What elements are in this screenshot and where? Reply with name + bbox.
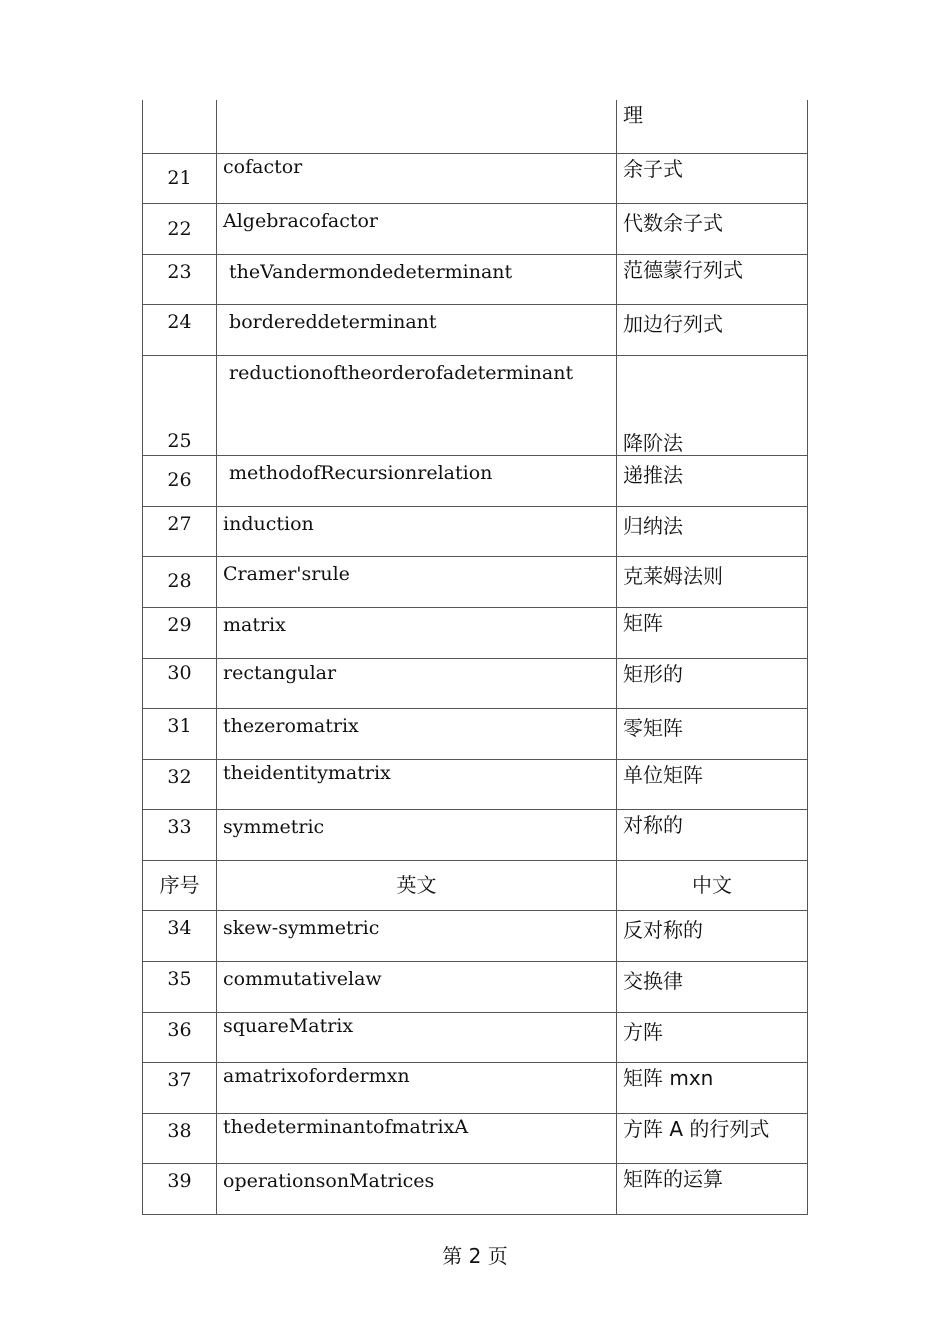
- english-term-cell: Cramer'srule: [217, 556, 617, 607]
- table-row-continued: [143, 100, 808, 153]
- header-english: 英文: [217, 860, 617, 910]
- row-number-cell: 35: [143, 961, 217, 1012]
- row-number-cell: 34: [143, 910, 217, 961]
- english-term-cell: rectangular: [217, 658, 617, 708]
- table-row: [143, 1062, 808, 1113]
- english-term-cell: Algebracofactor: [217, 203, 617, 254]
- chinese-term-cell: 理: [617, 100, 808, 153]
- row-number-cell: 36: [143, 1012, 217, 1062]
- english-term-cell: [217, 100, 617, 153]
- english-term-cell: squareMatrix: [217, 1012, 617, 1062]
- chinese-term-cell: 矩阵 mxn: [617, 1062, 808, 1113]
- row-number-cell: 38: [143, 1113, 217, 1163]
- chinese-term-cell: 方阵 A 的行列式: [617, 1113, 808, 1163]
- row-number-cell: 27: [143, 506, 217, 556]
- row-number-cell: 37: [143, 1062, 217, 1113]
- table-row: [143, 910, 808, 961]
- english-term-cell: matrix: [217, 607, 617, 658]
- row-number-cell: 25: [143, 355, 217, 455]
- chinese-term-cell: 零矩阵: [617, 708, 808, 759]
- english-term-cell: methodofRecursionrelation: [217, 455, 617, 506]
- chinese-term-cell: 矩阵: [617, 607, 808, 658]
- english-term-cell: commutativelaw: [217, 961, 617, 1012]
- chinese-term-cell: 加边行列式: [617, 304, 808, 355]
- table-row: [143, 506, 808, 556]
- english-term-cell: amatrixofordermxn: [217, 1062, 617, 1113]
- table-row: [143, 556, 808, 607]
- chinese-term-cell: 范德蒙行列式: [617, 254, 808, 304]
- chinese-term-cell: 归纳法: [617, 506, 808, 556]
- english-term-cell: symmetric: [217, 809, 617, 860]
- table-row: [143, 708, 808, 759]
- table-row: [143, 1113, 808, 1163]
- table-row: [143, 355, 808, 455]
- table-row: [143, 304, 808, 355]
- row-number-cell: 30: [143, 658, 217, 708]
- row-number-cell: 29: [143, 607, 217, 658]
- table-row: [143, 153, 808, 203]
- row-number-cell: 23: [143, 254, 217, 304]
- english-term-cell: cofactor: [217, 153, 617, 203]
- vocabulary-table: [142, 100, 808, 1215]
- english-term-cell: bordereddeterminant: [217, 304, 617, 355]
- row-number-cell: 33: [143, 809, 217, 860]
- table-row: [143, 1012, 808, 1062]
- english-term-cell: theidentitymatrix: [217, 759, 617, 809]
- row-number-cell: 28: [143, 556, 217, 607]
- chinese-term-cell: 余子式: [617, 153, 808, 203]
- row-number-cell: 31: [143, 708, 217, 759]
- table-row: [143, 809, 808, 860]
- table-row: [143, 455, 808, 506]
- english-term-cell: thezeromatrix: [217, 708, 617, 759]
- chinese-term-cell: 交换律: [617, 961, 808, 1012]
- table-row: [143, 658, 808, 708]
- row-number-cell: 24: [143, 304, 217, 355]
- row-number-cell: 21: [143, 153, 217, 203]
- table-row: [143, 961, 808, 1012]
- chinese-term-cell: 方阵: [617, 1012, 808, 1062]
- chinese-term-cell: 单位矩阵: [617, 759, 808, 809]
- table-row: [143, 254, 808, 304]
- chinese-term-cell: 反对称的: [617, 910, 808, 961]
- chinese-term-cell: 克莱姆法则: [617, 556, 808, 607]
- english-term-cell: theVandermondedeterminant: [217, 254, 617, 304]
- table-header-row: [143, 860, 808, 910]
- chinese-term-cell: 对称的: [617, 809, 808, 860]
- english-term-cell: operationsonMatrices: [217, 1163, 617, 1214]
- table-row: [143, 759, 808, 809]
- page-number-footer: 第 2 页: [442, 1244, 508, 1268]
- row-number-cell: 39: [143, 1163, 217, 1214]
- chinese-term-cell: 降阶法: [617, 355, 808, 455]
- table-row: [143, 1163, 808, 1214]
- chinese-term-cell: 矩阵的运算: [617, 1163, 808, 1214]
- header-number: 序号: [143, 860, 217, 910]
- row-number-cell: [143, 100, 217, 153]
- english-term-cell: induction: [217, 506, 617, 556]
- chinese-term-cell: 矩形的: [617, 658, 808, 708]
- english-term-cell: skew-symmetric: [217, 910, 617, 961]
- english-term-cell: thedeterminantofmatrixA: [217, 1113, 617, 1163]
- chinese-term-cell: 代数余子式: [617, 203, 808, 254]
- row-number-cell: 22: [143, 203, 217, 254]
- table-row: [143, 607, 808, 658]
- english-term-cell: reductionoftheorderofadeterminant: [217, 355, 617, 455]
- chinese-term-cell: 递推法: [617, 455, 808, 506]
- header-chinese: 中文: [617, 860, 808, 910]
- row-number-cell: 32: [143, 759, 217, 809]
- row-number-cell: 26: [143, 455, 217, 506]
- table-row: [143, 203, 808, 254]
